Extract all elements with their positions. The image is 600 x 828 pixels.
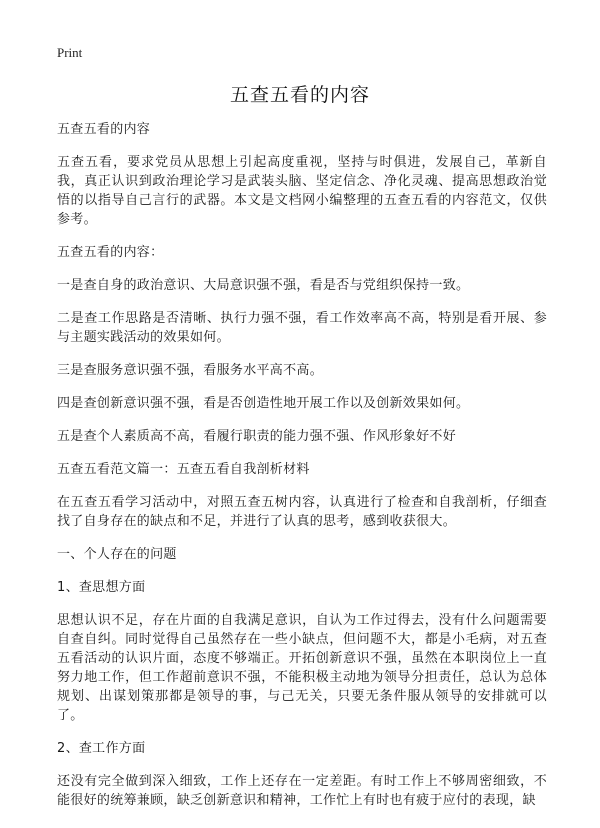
- paragraph: 三是查服务意识强不强，看服务水平高不高。: [57, 363, 324, 378]
- paragraph: 二是查工作思路是否清晰、执行力强不强，看工作效率高不高，特别是看开展、参与主题实践活动的效果如何。: [57, 311, 547, 345]
- paragraph: 五查五看的内容：: [57, 245, 164, 260]
- document-body: [57, 120, 547, 824]
- subsection-heading: 2、查工作方面: [57, 741, 146, 756]
- section-heading: 一、个人存在的问题: [57, 547, 177, 562]
- paragraph: 五是查个人素质高不高，看履行职责的能力强不强、作风形象好不好: [57, 429, 457, 444]
- paragraph: 五查五看范文篇一：五查五看自我剖析材料: [57, 462, 310, 477]
- page-title: 五查五看的内容: [229, 84, 370, 106]
- subsection-heading: 1、查思想方面: [57, 580, 146, 595]
- paragraph: 四是查创新意识强不强，看是否创造性地开展工作以及创新效果如何。: [57, 396, 470, 411]
- print-link[interactable]: Print: [57, 45, 83, 60]
- paragraph: 五查五看，要求党员从思想上引起高度重视，坚持与时俱进，发展自己，革新自我，真正认识到政治理论学习是武装头脑、坚定信念、净化灵魂、提高思想政治觉悟的以指导自己言行的武器。本文是文档网小编整理的五查五看的内容范文，仅供参考。: [57, 155, 547, 227]
- paragraph: 还没有完全做到深入细致，工作上还存在一定差距。有时工作上不够周密细致，不能很好的统筹兼顾，缺乏创新意识和精神，工作忙上有时也有疲于应付的表现，缺: [57, 774, 547, 808]
- paragraph: 思想认识不足，存在片面的自我满足意识，自认为工作过得去，没有什么问题需要自查自纠。同时觉得自己虽然存在一些小缺点，但问题不大，都是小毛病，对五查五看活动的认识片面，态度不够端正。开拓创新意识不强，虽然在本职岗位上一直努力地工作，但工作超前意识不强，不能积极主动地为领导分担责任，总认为总体规划、出谋划策那都是领导的事，与己无关，只要无条件服从领导的安排就可以了。: [57, 613, 547, 723]
- paragraph: 一是查自身的政治意识、大局意识强不强，看是否与党组织保持一致。: [57, 278, 470, 293]
- paragraph: 在五查五看学习活动中，对照五查五树内容，认真进行了检查和自我剖析，仔细查找了自身存在的缺点和不足，并进行了认真的思考，感到收获很大。: [57, 495, 547, 529]
- paragraph: 五查五看的内容: [57, 122, 151, 137]
